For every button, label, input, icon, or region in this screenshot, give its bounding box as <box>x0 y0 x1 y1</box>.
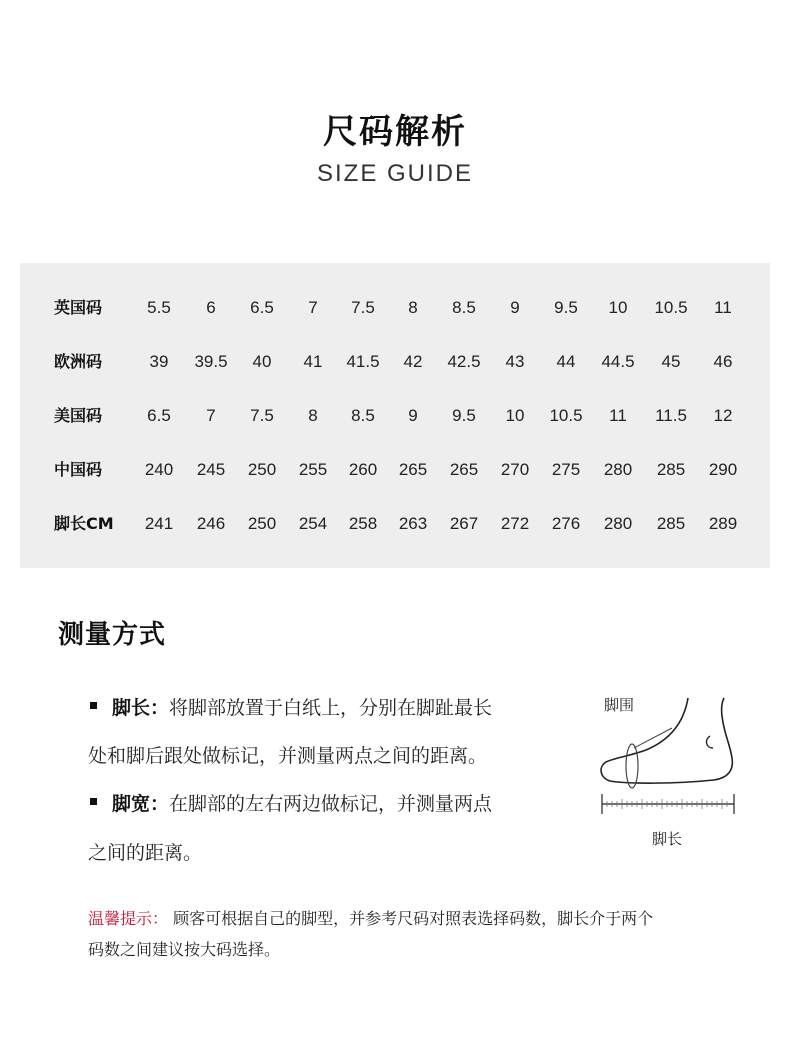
size-cell: 8.5 <box>452 298 476 317</box>
size-cell: 275 <box>551 460 581 479</box>
size-cell: 8 <box>308 406 318 425</box>
page-subtitle: SIZE GUIDE <box>316 160 474 187</box>
size-row-us <box>20 401 770 431</box>
size-cell: 40 <box>252 352 272 371</box>
tip-label: 温馨提示： <box>88 909 169 928</box>
size-cell: 10 <box>608 298 628 317</box>
size-cell: 289 <box>708 514 738 533</box>
size-cell: 39.5 <box>194 352 228 371</box>
size-cell: 11 <box>714 298 732 317</box>
size-cell: 8.5 <box>351 406 375 425</box>
tip-line2: 码数之间建议按大码选择。 <box>88 940 281 959</box>
bullet-icon <box>90 702 97 709</box>
size-cell: 245 <box>196 460 226 479</box>
size-cell: 42.5 <box>447 352 481 371</box>
size-cell: 39 <box>149 352 169 371</box>
size-cell: 43 <box>505 352 525 371</box>
size-cell: 9.5 <box>452 406 476 425</box>
foot-width-colon: ： <box>150 793 170 815</box>
size-cell: 280 <box>603 514 633 533</box>
size-cell: 41.5 <box>346 352 380 371</box>
row-label: 欧洲码 <box>54 352 103 371</box>
size-cell: 285 <box>656 514 686 533</box>
foot-length-line1 <box>112 693 492 720</box>
size-cell: 265 <box>398 460 428 479</box>
size-cell: 10.5 <box>654 298 688 317</box>
size-cell: 7.5 <box>351 298 375 317</box>
foot-length-colon: ： <box>150 697 170 719</box>
size-cell: 6 <box>206 298 216 317</box>
size-cell: 246 <box>196 514 226 533</box>
size-cell: 12 <box>713 406 733 425</box>
foot-width-line1 <box>112 789 492 816</box>
size-row-foot-length <box>20 509 770 539</box>
page-title: 尺码解析 <box>323 112 467 152</box>
size-cell: 250 <box>247 460 277 479</box>
size-cell: 46 <box>713 352 733 371</box>
size-cell: 285 <box>656 460 686 479</box>
size-cell: 290 <box>708 460 738 479</box>
size-cell: 10 <box>505 406 525 425</box>
size-cell: 8 <box>408 298 418 317</box>
size-cell: 6.5 <box>250 298 274 317</box>
size-cell: 250 <box>247 514 277 533</box>
foot-length-term: 脚长 <box>112 697 151 719</box>
size-cell: 276 <box>551 514 581 533</box>
size-cell: 44 <box>556 352 576 371</box>
size-cell: 260 <box>348 460 378 479</box>
size-cell: 254 <box>298 514 328 533</box>
row-label: 中国码 <box>54 460 103 479</box>
size-cell: 255 <box>298 460 328 479</box>
size-cell: 5.5 <box>147 298 171 317</box>
size-cell: 6.5 <box>147 406 171 425</box>
size-cell: 42 <box>403 352 423 371</box>
foot-outline-icon <box>596 688 746 818</box>
length-label: 脚长 <box>652 830 683 848</box>
size-cell: 9.5 <box>554 298 578 317</box>
size-cell: 7 <box>206 406 216 425</box>
size-cell: 44.5 <box>601 352 635 371</box>
girth-label: 脚围 <box>604 696 635 714</box>
size-cell: 11.5 <box>655 406 687 425</box>
foot-length-line2: 处和脚后跟处做标记，并测量两点之间的距离。 <box>88 745 488 767</box>
size-cell: 7.5 <box>250 406 274 425</box>
size-row-cn <box>20 455 770 485</box>
size-cell: 258 <box>348 514 378 533</box>
measure-section-title: 测量方式 <box>58 620 167 650</box>
size-cell: 263 <box>398 514 428 533</box>
size-cell: 7 <box>308 298 318 317</box>
size-cell: 9 <box>510 298 520 317</box>
row-label: 脚长CM <box>54 514 114 533</box>
size-cell: 270 <box>500 460 530 479</box>
size-cell: 10.5 <box>549 406 583 425</box>
foot-width-term: 脚宽 <box>112 793 151 815</box>
size-row-uk <box>20 293 770 323</box>
size-table <box>20 263 770 568</box>
size-cell: 45 <box>661 352 681 371</box>
size-cell: 11 <box>609 406 627 425</box>
size-cell: 241 <box>144 514 174 533</box>
size-row-eu <box>20 347 770 377</box>
foot-length-desc: 将脚部放置于白纸上，分别在脚趾最长 <box>169 697 493 719</box>
size-cell: 265 <box>449 460 479 479</box>
tip-text: 顾客可根据自己的脚型，并参考尺码对照表选择码数，脚长介于两个 <box>173 909 654 928</box>
size-cell: 267 <box>449 514 479 533</box>
bullet-icon <box>90 798 97 805</box>
row-label: 美国码 <box>54 406 103 425</box>
size-cell: 280 <box>603 460 633 479</box>
size-cell: 272 <box>500 514 530 533</box>
size-cell: 41 <box>303 352 323 371</box>
size-cell: 240 <box>144 460 174 479</box>
foot-width-desc: 在脚部的左右两边做标记，并测量两点 <box>169 793 493 815</box>
row-label: 英国码 <box>54 298 103 317</box>
tip-line1 <box>88 906 653 929</box>
foot-measure-diagram <box>596 688 746 858</box>
size-cell: 9 <box>408 406 418 425</box>
foot-width-line2: 之间的距离。 <box>88 842 203 864</box>
